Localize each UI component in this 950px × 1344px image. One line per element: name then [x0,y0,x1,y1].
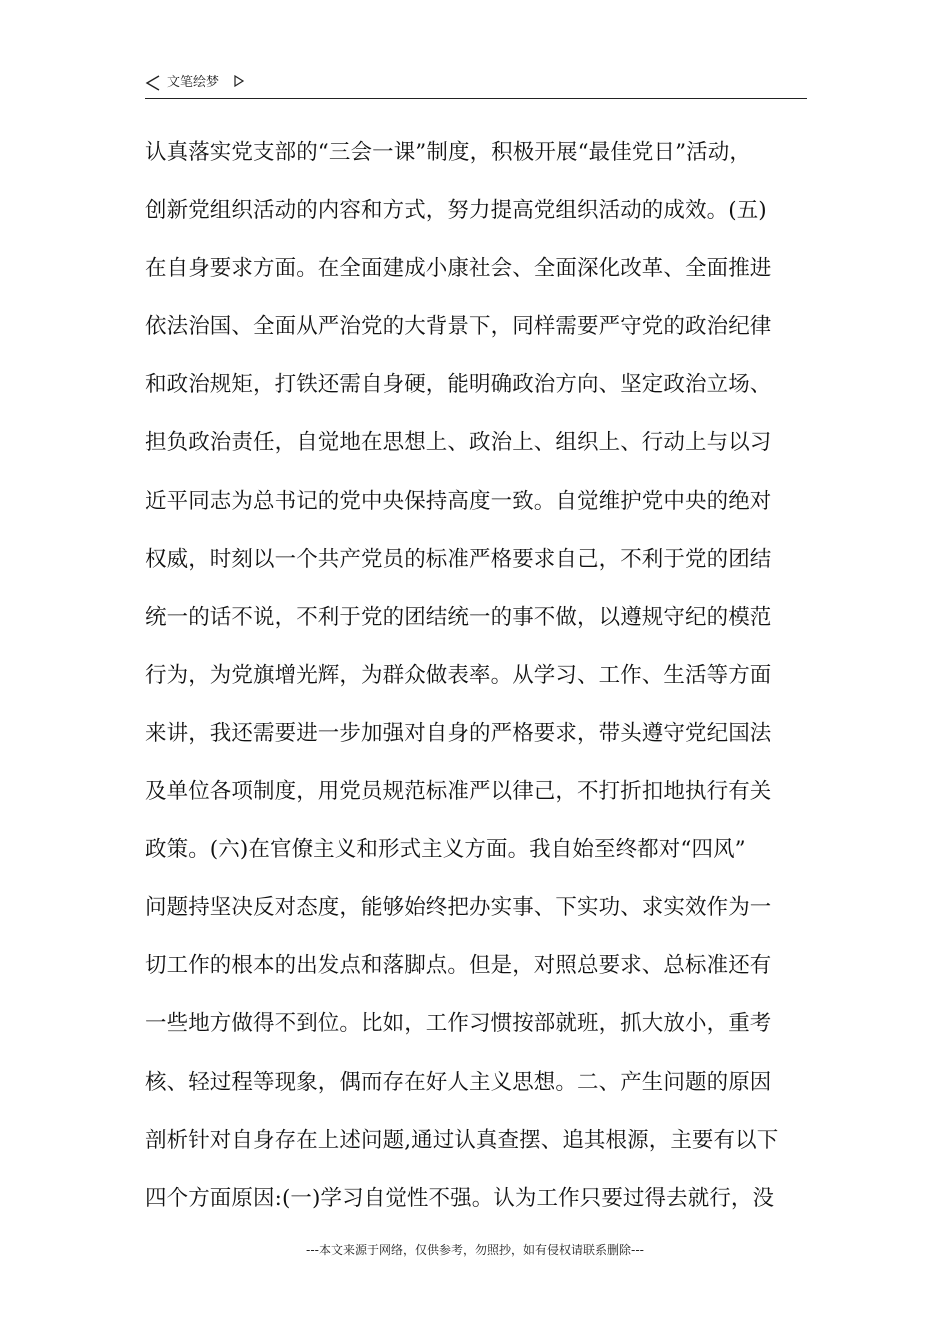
document-body [145,128,815,1232]
text-line: 近平同志为总书记的党中央保持高度一致。自觉维护党中央的绝对 [145,488,772,514]
text-line: 担负政治责任，自觉地在思想上、政治上、组织上、行动上与以习 [145,430,772,456]
text-line: 认真落实党支部的“三会一课”制度，积极开展“最佳党日”活动， [145,140,751,165]
triangle-right-icon [233,75,245,87]
triangle-left-icon [145,75,161,91]
text-line: 统一的话不说，不利于党的团结统一的事不做，以遵规守纪的模范 [145,604,772,630]
text-line: 权威，时刻以一个共产党员的标准严格要求自己，不利于党的团结 [145,546,772,572]
page-header [145,72,807,99]
text-line: 依法治国、全面从严治党的大背景下，同样需要严守党的政治纪律 [145,314,772,340]
text-line: 及单位各项制度，用党员规范标准严以律己，不打折扣地执行有关 [145,779,772,805]
text-line: 政策。(六)在官僚主义和形式主义方面。我自始至终都对“四风” [145,837,746,863]
text-line: 剖析针对自身存在上述问题,通过认真查摆、追其根源，主要有以下 [145,1127,779,1153]
text-line: 行为，为党旗增光辉，为群众做表率。从学习、工作、生活等方面 [145,662,772,688]
header-title: 文笔绘梦 [167,75,220,90]
text-line: 四个方面原因:(一)学习自觉性不强。认为工作只要过得去就行，没 [145,1185,775,1211]
footer-disclaimer: ---本文来源于网络，仅供参考，勿照抄，如有侵权请联系删除--- [306,1243,644,1257]
text-line: 创新党组织活动的内容和方式，努力提高党组织活动的成效。(五) [145,198,767,224]
text-line: 在自身要求方面。在全面建成小康社会、全面深化改革、全面推进 [145,256,772,282]
text-line: 来讲，我还需要进一步加强对自身的严格要求，带头遵守党纪国法 [145,720,772,746]
text-line: 问题持坚决反对态度，能够始终把办实事、下实功、求实效作为一 [145,895,772,921]
text-line: 一些地方做得不到位。比如，工作习惯按部就班，抓大放小，重考 [145,1011,772,1037]
text-line: 和政治规矩，打铁还需自身硬，能明确政治方向、坚定政治立场、 [145,372,772,398]
text-line: 切工作的根本的出发点和落脚点。但是，对照总要求、总标准还有 [145,953,772,979]
text-line: 核、轻过程等现象，偶而存在好人主义思想。二、产生问题的原因 [145,1069,772,1095]
